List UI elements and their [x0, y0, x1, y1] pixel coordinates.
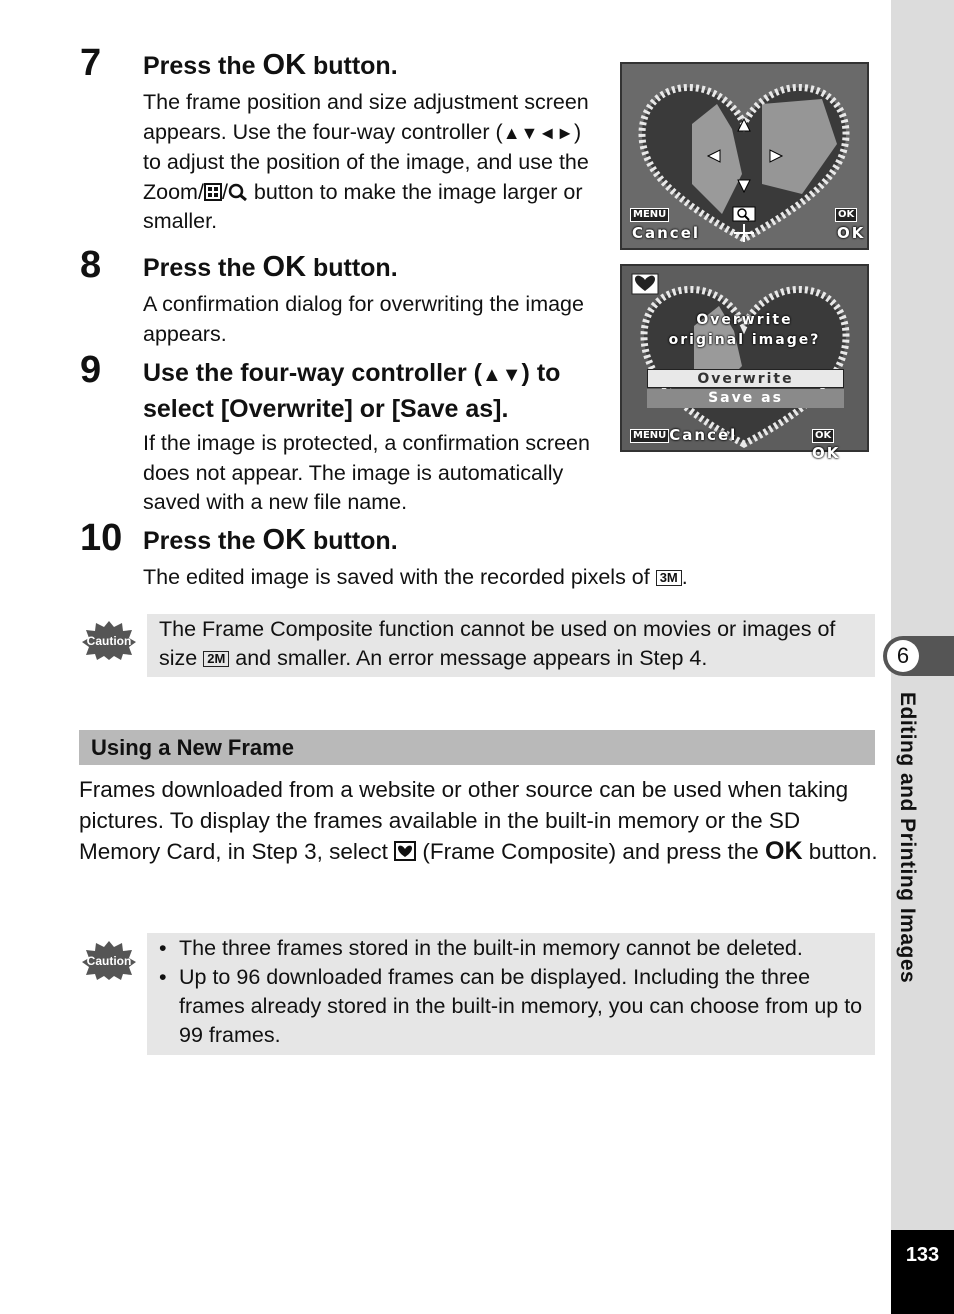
section-paragraph-post: button. [802, 839, 878, 864]
screen2-question-line2: original image? [668, 332, 821, 348]
screen2-menu-badge: MENU [630, 429, 669, 443]
step-10-heading [143, 523, 398, 558]
caution-1-text-post: and smaller. An error message appears in Step 4. [229, 646, 708, 670]
caution-note-2 [147, 933, 875, 1055]
section-ok-label: OK [765, 837, 803, 865]
thumbnail-grid-icon [204, 183, 222, 201]
screen2-ok-label: OK [812, 444, 841, 462]
screen2-ok-badge: OK [812, 429, 834, 443]
size-3m-icon: 3M [656, 570, 682, 586]
step-9-heading-1: Use the four-way controller ( [143, 359, 482, 387]
step-7-heading-pre: Press the [143, 52, 263, 80]
step-7-body-text-4: button to make the image larger or smaller. [143, 179, 583, 233]
step-10-heading-post: button. [306, 527, 398, 555]
step-7-body-text-2: ) to adjust the position of the image, and use the Zoom/ [143, 119, 589, 204]
magnifier-icon [228, 183, 248, 201]
step-7-body-text-3: / [221, 179, 228, 204]
step-10-number: 10 [80, 517, 123, 559]
step-10-heading-pre: Press the [143, 527, 263, 555]
section-paragraph [79, 774, 879, 867]
chapter-tab [883, 636, 954, 676]
caution-note-1 [147, 614, 875, 677]
step-8-heading-post: button. [306, 254, 398, 282]
page-number: 133 [905, 1244, 940, 1266]
screen1-cancel-label: Cancel [632, 224, 701, 242]
step-7-heading-post: button. [306, 52, 398, 80]
step-7-body-text-1: The frame position and size adjustment screen appears. Use the four-way controller ( [143, 90, 589, 144]
caution-icon-2 [81, 940, 137, 980]
screen2-cancel-label: Cancel [669, 426, 738, 444]
four-way-arrows-icon: ▲▼◄► [502, 122, 574, 143]
step-7-number: 7 [80, 42, 102, 84]
step-9-heading-2: ) to select [Overwrite] or [Save as]. [143, 359, 561, 423]
step-7-heading [143, 48, 398, 83]
step-10-body-post: . [681, 565, 688, 589]
screen1-menu-badge: MENU [630, 205, 669, 223]
caution-icon [81, 620, 137, 660]
up-down-arrows-icon: ▲▼ [481, 364, 522, 386]
heart-frame-preview [622, 266, 867, 450]
svg-text:Caution: Caution [86, 634, 132, 648]
step-7-ok-label: OK [262, 49, 307, 81]
step-9-body: If the image is protected, a confirmation screen does not appear. The image is automatically saved with a new file name. [143, 431, 590, 514]
step-9-number: 9 [80, 349, 102, 391]
step-8-body: A confirmation dialog for overwriting the image appears. [143, 292, 584, 346]
screen1-ok-badge: OK [835, 205, 857, 223]
chapter-sidebar [891, 0, 954, 1314]
save-as-option[interactable]: Save as [647, 389, 844, 408]
step-10-body [143, 563, 843, 593]
caution-2-item-1: • The three frames stored in the built-in memory cannot be deleted. [159, 934, 869, 963]
step-7-body [143, 88, 603, 237]
step-9-heading [143, 356, 603, 426]
camera-screen-confirm [620, 264, 869, 462]
overwrite-option[interactable]: Overwrite [647, 369, 844, 388]
step-8-heading-pre: Press the [143, 254, 263, 282]
chapter-title: Editing and Printing Images [896, 692, 919, 984]
step-8-number: 8 [80, 244, 102, 286]
screen2-cancel [630, 426, 737, 444]
screen1-ok-label: OK [837, 224, 866, 242]
caution-1-text-pre: The Frame Composite function cannot be used on movies or images of size [159, 617, 836, 670]
step-10-body-pre: The edited image is saved with the recorded pixels of [143, 565, 656, 589]
section-heading: Using a New Frame [79, 730, 875, 765]
step-10-ok-label: OK [262, 524, 307, 556]
step-8-ok-label: OK [262, 251, 307, 283]
section-paragraph-mid: (Frame Composite) and press the [416, 839, 766, 864]
section-paragraph-pre: Frames downloaded from a website or other source can be used when taking pictures. To display the frames available in the built-in memory or the SD Memory Card, in Step 3, select [79, 777, 849, 864]
svg-text:Caution: Caution [86, 954, 132, 968]
step-8-heading [143, 250, 398, 285]
chapter-title-wrap [895, 692, 935, 1032]
page-number-tab [891, 1230, 954, 1314]
screen2-question-line1: Overwrite [696, 312, 793, 328]
screen2-ok [812, 426, 867, 462]
chapter-number: 6 [887, 640, 919, 672]
caution-2-item-2: • Up to 96 downloaded frames can be displayed. Including the three frames already stored in the built-in memory, you can choose from up to 99 frames. [159, 963, 869, 1050]
camera-screen-adjust [620, 62, 869, 250]
size-2m-icon: 2M [203, 651, 229, 667]
frame-composite-heart-icon [394, 841, 416, 861]
